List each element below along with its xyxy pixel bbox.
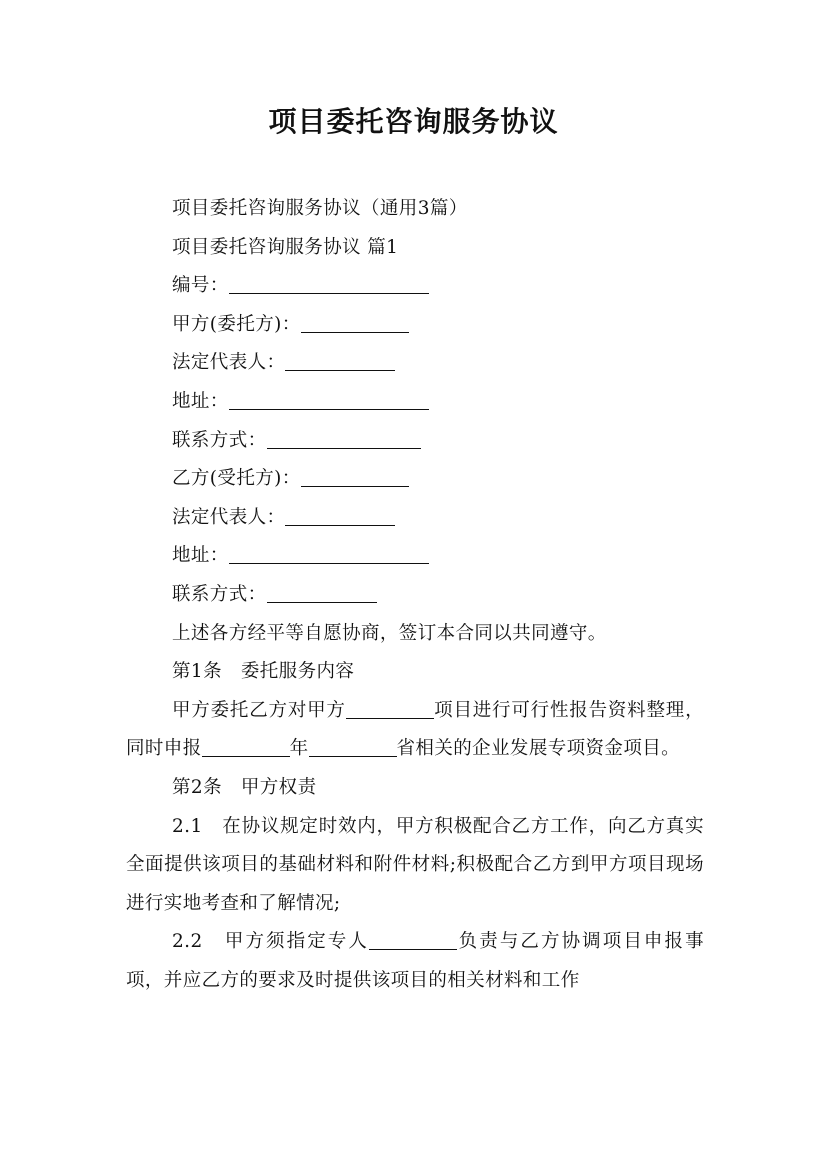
party-b-rep-blank	[285, 506, 395, 526]
article-2-clause-1: 2.1 在协议规定时效内，甲方积极配合乙方工作，向乙方真实全面提供该项目的基础材料和附件材料;积极配合乙方到甲方项目现场进行实地考查和了解情况;	[126, 815, 704, 914]
party-b-label: 乙方(受托方)：	[172, 468, 301, 490]
article-2-clause-2	[126, 923, 704, 1000]
party-a-contact-blank	[267, 429, 421, 449]
party-b-rep-field	[126, 499, 704, 538]
part-heading: 项目委托咨询服务协议 篇1	[172, 236, 399, 258]
designee-blank	[369, 931, 457, 951]
article-2-clause-2-part1: 2.2 甲方须指定专人	[172, 931, 369, 953]
province-blank	[309, 738, 397, 758]
party-a-address-field	[126, 383, 704, 422]
number-label: 编号：	[172, 275, 229, 297]
party-a-rep-blank	[285, 352, 395, 372]
article-1-heading: 第1条 委托服务内容	[172, 661, 355, 683]
party-b-blank	[301, 468, 409, 488]
party-a-contact-field	[126, 422, 704, 461]
article-2-heading: 第2条 甲方权责	[172, 776, 317, 798]
article-1-text-part3: 年	[289, 738, 309, 760]
article-1-text	[126, 692, 704, 769]
number-field	[126, 267, 704, 306]
article-1-text-part2: 项目进行可行性报告资料整理，同时申报	[126, 699, 704, 760]
party-b-address-label: 地址：	[172, 545, 229, 567]
number-blank	[229, 275, 429, 295]
party-a-address-label: 地址：	[172, 390, 229, 412]
party-b-contact-field	[126, 576, 704, 615]
party-b-address-field	[126, 537, 704, 576]
party-a-contact-label: 联系方式：	[172, 429, 267, 451]
article-1-text-part4: 省相关的企业发展专项资金项目。	[396, 738, 681, 760]
document-body	[126, 190, 704, 1000]
party-b-contact-label: 联系方式：	[172, 583, 267, 605]
party-b-rep-label: 法定代表人：	[172, 506, 286, 528]
party-a-blank	[301, 313, 409, 333]
project-name-blank	[346, 699, 434, 719]
party-b-contact-blank	[267, 583, 377, 603]
article-1-text-part1: 甲方委托乙方对甲方	[172, 699, 346, 721]
party-b-field	[126, 460, 704, 499]
preamble: 上述各方经平等自愿协商，签订本合同以共同遵守。	[172, 622, 607, 644]
party-b-address-blank	[229, 545, 429, 565]
year-blank	[202, 738, 290, 758]
party-a-rep-field	[126, 344, 704, 383]
document-title: 项目委托咨询服务协议	[268, 105, 559, 138]
party-a-address-blank	[229, 390, 429, 410]
party-a-rep-label: 法定代表人：	[172, 352, 286, 374]
party-a-label: 甲方(委托方)：	[172, 313, 301, 335]
party-a-field	[126, 306, 704, 345]
article-2-clause-2-part2: 负责与乙方协调项目申报事项，并应乙方的要求及时提供该项目的相关材料和工作	[126, 931, 704, 991]
document-subtitle: 项目委托咨询服务协议（通用3篇）	[172, 198, 468, 219]
